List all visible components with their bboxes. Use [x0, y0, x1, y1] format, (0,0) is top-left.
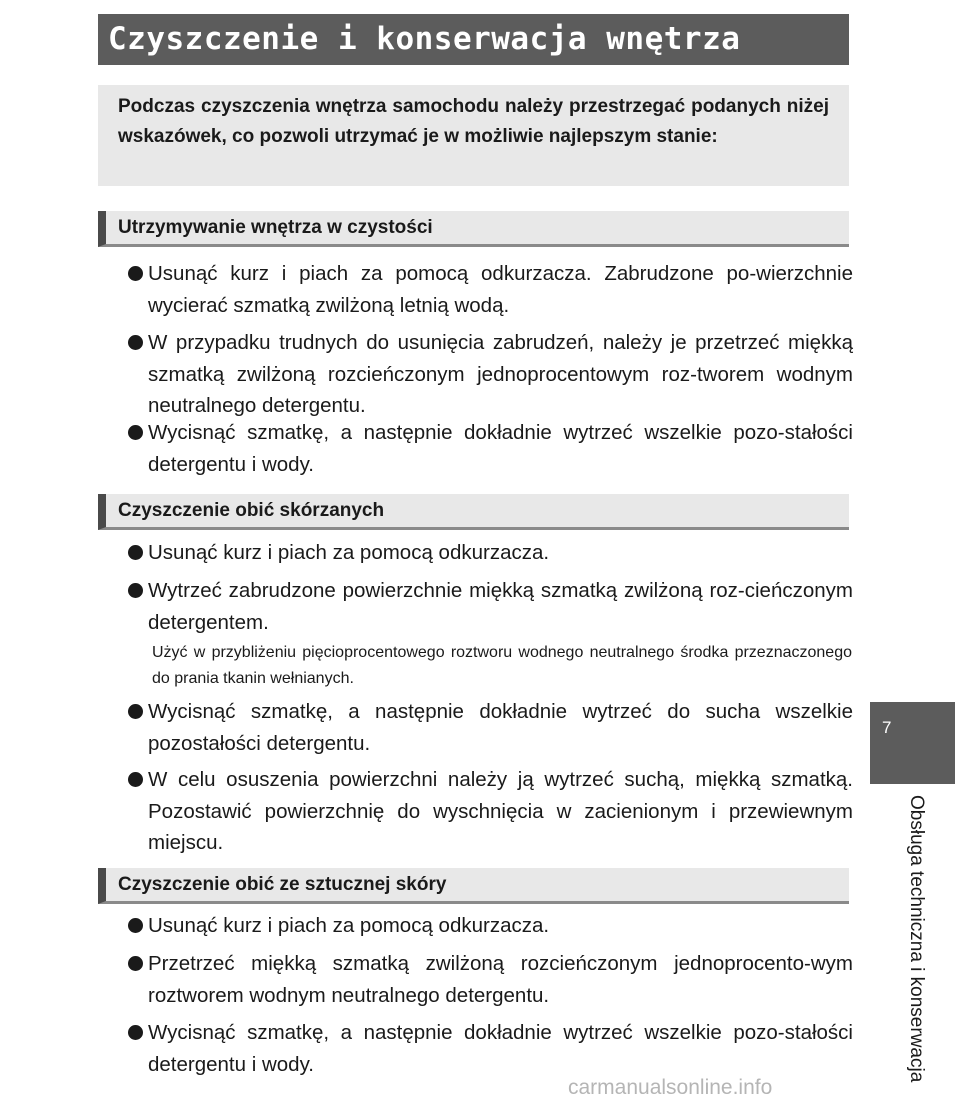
list-item — [128, 696, 853, 759]
section-heading-interior-cleaning: Utrzymywanie wnętrza w czystości — [98, 211, 849, 247]
page-title: Czyszczenie i konserwacja wnętrza — [98, 14, 849, 65]
section-heading-leather-upholstery: Czyszczenie obić skórzanych — [98, 494, 849, 530]
list-item — [128, 258, 853, 321]
list-item-text: Usunąć kurz i piach za pomocą odkurzacza. — [148, 541, 550, 564]
list-item — [128, 1017, 853, 1080]
list-item-text: W przypadku trudnych do usunięcia zabrudzeń, należy je przetrzeć miękką szmatką zwilżoną rozcieńczonym jednoprocentowym roz-tworem wodnym neutralnego detergentu. — [148, 331, 853, 417]
list-item — [128, 910, 853, 942]
bullet-icon — [128, 545, 143, 560]
list-item — [128, 764, 853, 859]
chapter-label-container — [900, 795, 930, 1104]
chapter-number: 7 — [882, 718, 892, 737]
bullet-icon — [128, 918, 143, 933]
note-text: Użyć w przybliżeniu pięcioprocentowego roztworu wodnego neutralnego środka przeznaczonego do prania tkanin wełnianych. — [152, 644, 852, 687]
list-item — [128, 537, 853, 569]
list-item — [128, 948, 853, 1011]
list-item-text: Wytrzeć zabrudzone powierzchnie miękką szmatką zwilżoną roz-cieńczonym detergentem. — [148, 579, 853, 634]
list-item — [128, 327, 853, 422]
chapter-label: Obsługa techniczna i konserwacja — [906, 795, 927, 1083]
bullet-icon — [128, 266, 143, 281]
list-item-text: Przetrzeć miękką szmatką zwilżoną rozcieńczonym jednoprocento-wym roztworem wodnym neutralnego detergentu. — [148, 952, 853, 1007]
intro-box — [98, 85, 849, 186]
list-item-text: W celu osuszenia powierzchni należy ją wytrzeć suchą, miękką szmatką. Pozostawić powierzchnię do wyschnięcia w zacienionym i przewiewnym miejscu. — [148, 768, 853, 854]
list-item-text: Usunąć kurz i piach za pomocą odkurzacza. — [148, 914, 550, 937]
bullet-icon — [128, 1025, 143, 1040]
bullet-icon — [128, 704, 143, 719]
list-item-text: Usunąć kurz i piach za pomocą odkurzacza. Zabrudzone po-wierzchnie wycierać szmatką zwilżoną letnią wodą. — [148, 262, 853, 317]
bullet-icon — [128, 425, 143, 440]
list-item-text: Wycisnąć szmatkę, a następnie dokładnie wytrzeć wszelkie pozo-stałości detergentu i wody. — [148, 421, 853, 476]
list-item-text: Wycisnąć szmatkę, a następnie dokładnie wytrzeć do sucha wszelkie pozostałości detergentu. — [148, 700, 853, 755]
watermark-text: carmanualsonline.info — [568, 1076, 773, 1099]
section-heading-artificial-leather: Czyszczenie obić ze sztucznej skóry — [98, 868, 849, 904]
intro-text: Podczas czyszczenia wnętrza samochodu należy przestrzegać podanych niżej wskazówek, co pozwoli utrzymać je w możliwie najlepszym stanie: — [118, 96, 829, 147]
bullet-icon — [128, 335, 143, 350]
bullet-icon — [128, 956, 143, 971]
list-item — [128, 417, 853, 480]
list-item-text: Wycisnąć szmatkę, a następnie dokładnie wytrzeć wszelkie pozo-stałości detergentu i wody. — [148, 1021, 853, 1076]
list-item — [128, 575, 853, 638]
bullet-icon — [128, 583, 143, 598]
bullet-icon — [128, 772, 143, 787]
chapter-tab — [870, 702, 955, 784]
